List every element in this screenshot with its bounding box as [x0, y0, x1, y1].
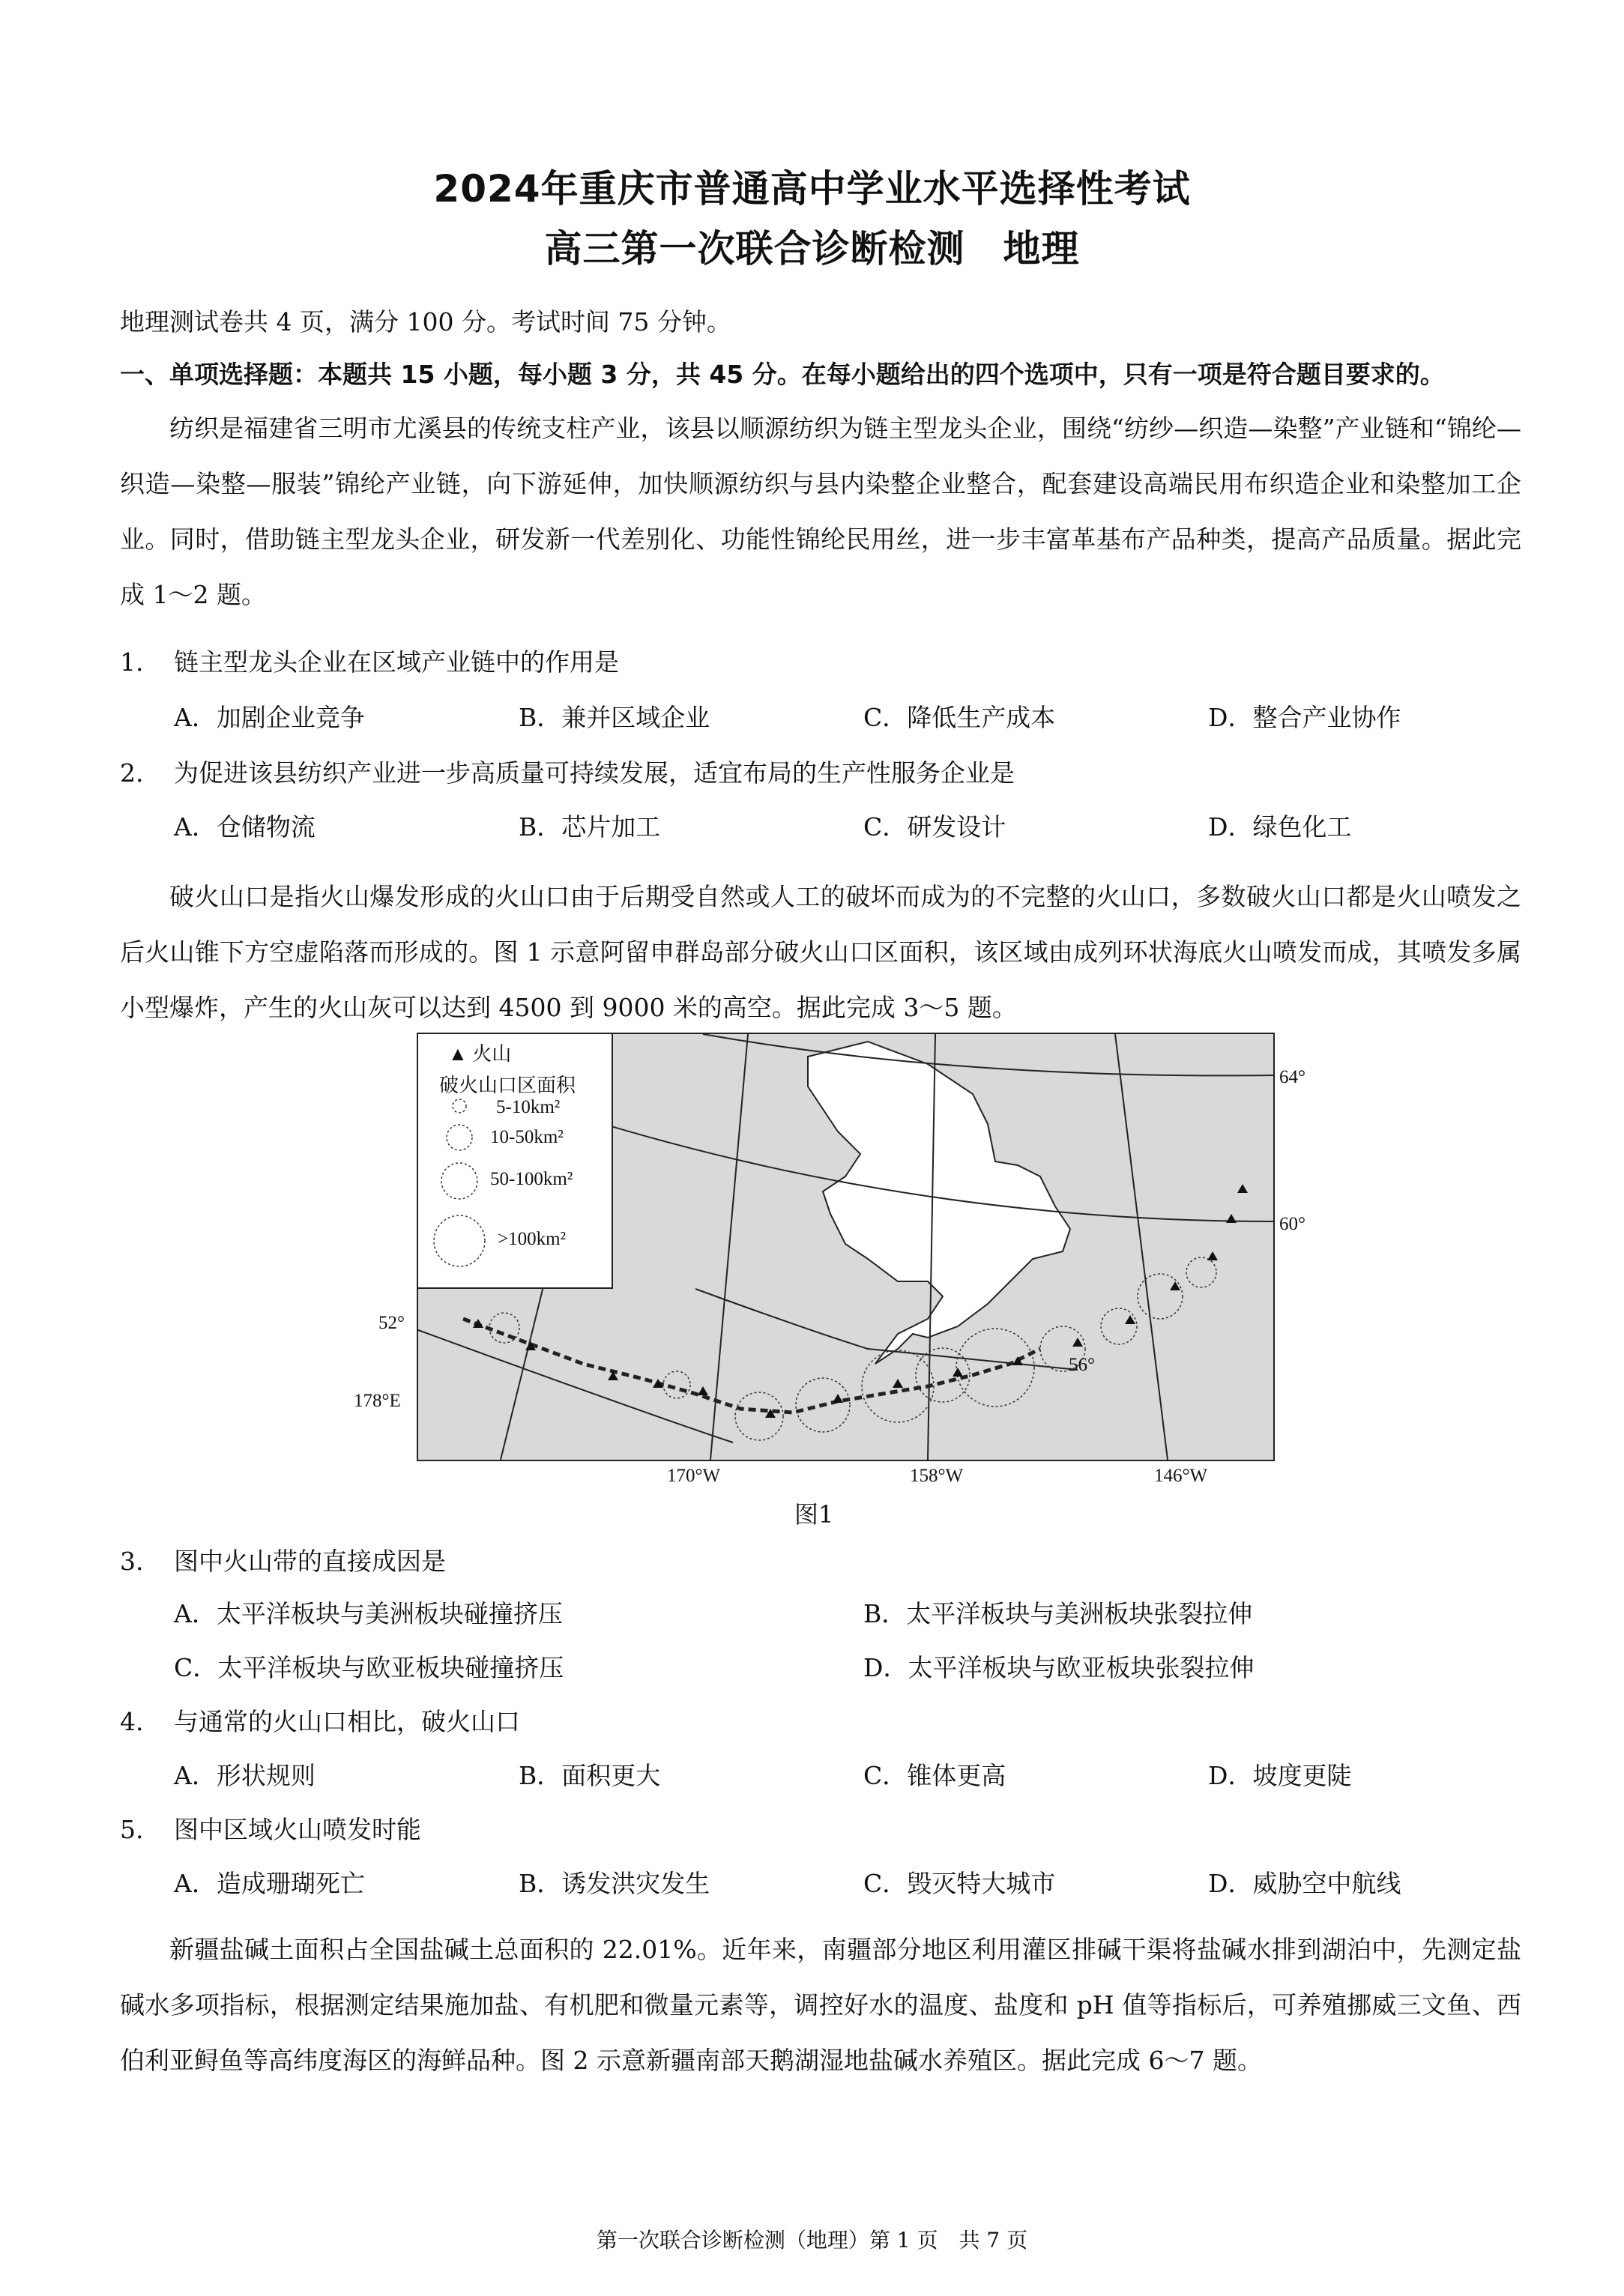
legend-volcano: [448, 1039, 511, 1066]
option: A．形状规则: [174, 1761, 316, 1790]
legend-item: 10-50km²: [490, 1127, 564, 1147]
option: D．坡度更陡: [1208, 1761, 1352, 1790]
option: C．研发设计: [863, 812, 1006, 842]
option: C．降低生产成本: [863, 703, 1056, 732]
option: D．威胁空中航线: [1208, 1869, 1401, 1898]
legend-item: 5-10km²: [496, 1097, 561, 1117]
option: B．芯片加工: [519, 812, 661, 842]
option: D．太平洋板块与欧亚板块张裂拉伸: [863, 1653, 1255, 1682]
option: B．诱发洪灾发生: [519, 1869, 710, 1898]
legend-area-title: 破火山口区面积: [439, 1075, 576, 1096]
option: D．整合产业协作: [1208, 703, 1401, 732]
lon-label: 146°W: [1154, 1466, 1208, 1486]
passage-2: 破火山口是指火山爆发形成的火山口由于后期受自然或人工的破坏而成为的不完整的火山口，多数破火山口都是火山喷发之后火山锥下方空虚陷落而形成的。图 1 示意阿留申群岛部分破火山口区面积，该区域由成列环状海底火山喷发而成，其喷发多属小型爆炸，产生的火山灰可以达到 4500 到 9000 米的高空。据此完成 3～5 题。: [120, 882, 1521, 1022]
page-footer: 第一次联合诊断检测（地理）第 1 页 共 7 页: [596, 2228, 1028, 2253]
passage-1: 纺织是福建省三明市尤溪县的传统支柱产业，该县以顺源纺织为链主型龙头企业，围绕“纺纱—织造—染整”产业链和“锦纶—织造—染整—服装”锦纶产业链，向下游延伸，加快顺源纺织与县内染整企业整合，配套建设高端民用布织造企业和染整加工企业。同时，借助链主型龙头企业，研发新一代差别化、功能性锦纶民用丝，进一步丰富革基布产品种类，提高产品质量。据此完成 1～2 题。: [120, 414, 1521, 609]
lat-label: 56°: [1069, 1355, 1095, 1375]
question-stem: 链主型龙头企业在区域产业链中的作用是: [174, 647, 619, 677]
lon-label: 158°W: [910, 1466, 964, 1486]
exam-intro: 地理测试卷共 4 页，满分 100 分。考试时间 75 分钟。: [120, 307, 731, 336]
question-number: 2.: [120, 758, 144, 788]
question-5: [120, 1810, 421, 1846]
question-stem: 为促进该县纺织产业进一步高质量可持续发展，适宜布局的生产性服务企业是: [174, 758, 1015, 788]
question-4: [120, 1703, 520, 1738]
lat-label: 64°: [1279, 1067, 1305, 1087]
question-3: [120, 1542, 446, 1577]
lon-label: 178°E: [354, 1391, 401, 1411]
option: D．绿色化工: [1208, 812, 1352, 842]
question-number: 1.: [120, 647, 144, 677]
option: A．太平洋板块与美洲板块碰撞挤压: [174, 1599, 563, 1628]
option: C．毁灭特大城市: [863, 1869, 1056, 1898]
question-stem: 图中区域火山喷发时能: [174, 1815, 421, 1844]
option: B．兼并区域企业: [519, 703, 710, 732]
option: B．太平洋板块与美洲板块张裂拉伸: [863, 1599, 1253, 1628]
lon-label: 170°W: [667, 1466, 721, 1486]
option: C．锥体更高: [863, 1761, 1006, 1790]
question-stem: 图中火山带的直接成因是: [174, 1547, 446, 1576]
page-subtitle: 高三第一次联合诊断检测 地理: [544, 227, 1080, 271]
figure-caption: 图1: [794, 1500, 834, 1529]
lat-label: 60°: [1279, 1214, 1305, 1234]
question-number: 3.: [120, 1547, 144, 1576]
question-2: [120, 754, 1015, 789]
option: A．加剧企业竞争: [174, 703, 365, 732]
legend-volcano-label: 火山: [472, 1043, 512, 1065]
section-heading: 一、单项选择题：本题共 15 小题，每小题 3 分，共 45 分。在每小题给出的四个选项中，只有一项是符合题目要求的。: [120, 360, 1445, 389]
question-number: 5.: [120, 1815, 144, 1844]
legend-item: >100km²: [498, 1229, 567, 1249]
page-title: 2024年重庆市普通高中学业水平选择性考试: [433, 167, 1191, 211]
option: C．太平洋板块与欧亚板块碰撞挤压: [174, 1653, 564, 1682]
option: A．仓储物流: [174, 812, 316, 842]
option: A．造成珊瑚死亡: [174, 1869, 365, 1898]
option: B．面积更大: [519, 1761, 661, 1790]
legend-item: 50-100km²: [490, 1169, 573, 1189]
legend-circles: [426, 1096, 493, 1290]
volcano-icon: ▲: [448, 1043, 468, 1065]
question-1: [120, 643, 619, 678]
question-number: 4.: [120, 1707, 144, 1736]
lat-label: 52°: [378, 1313, 405, 1333]
passage-3: 新疆盐碱土面积占全国盐碱土总面积的 22.01%。近年来，南疆部分地区利用灌区排碱干渠将盐碱水排到湖泊中，先测定盐碱水多项指标，根据测定结果施加盐、有机肥和微量元素等，调控好水的温度、盐度和 pH 值等指标后，可养殖挪威三文鱼、西伯利亚鲟鱼等高纬度海区的海鲜品种。图 2 示意新疆南部天鹅湖湿地盐碱水养殖区。据此完成 6～7 题。: [120, 1935, 1521, 2075]
aleutian-map: [417, 1033, 1275, 1461]
map-legend: [418, 1034, 613, 1289]
question-stem: 与通常的火山口相比，破火山口: [174, 1707, 520, 1736]
